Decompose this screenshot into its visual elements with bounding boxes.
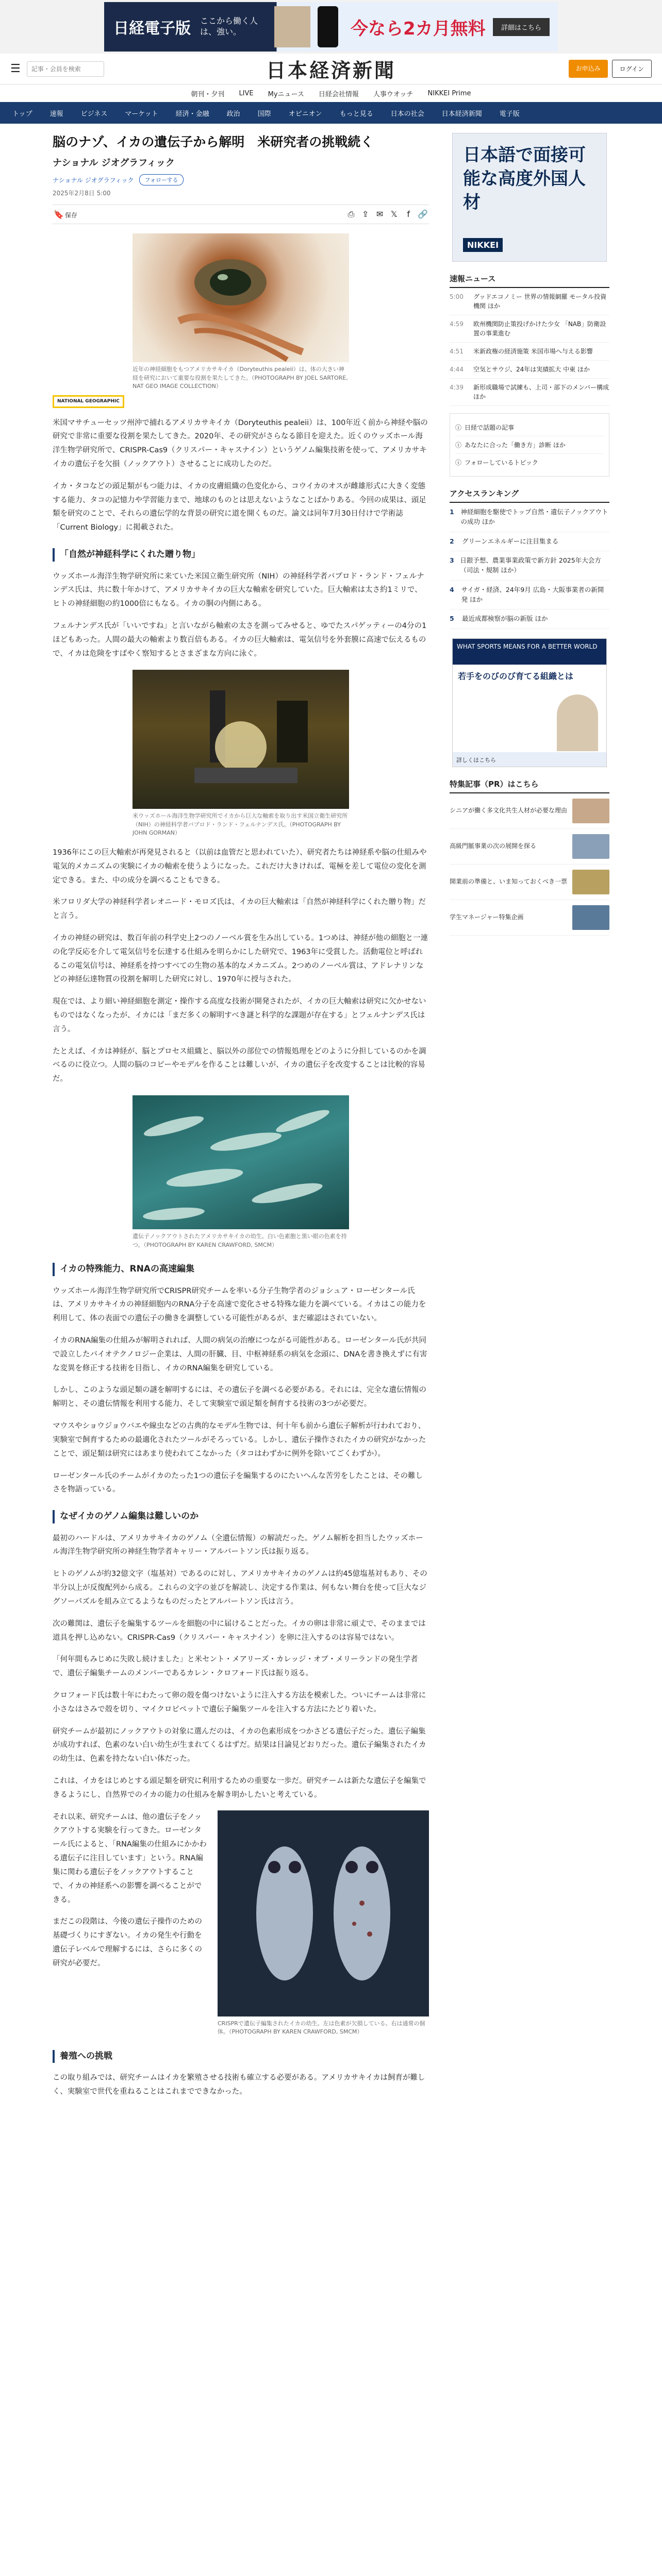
paragraph: これは、イカをはじめとする頭足類を研究に利用するための重要な一歩だ。研究チームは新たな遺伝子を編集できるようにし、自然界でのイカの能力の仕組みを解き明かしたいと考えている。 (53, 1777, 426, 1799)
sidebar-ad-recruiting[interactable] (452, 133, 607, 262)
paragraph: イカのRNA編集の仕組みが解明されれば、人間の病気の治療につながる可能性がある。ローゼンタール氏が共同で設立したバイオテクノロジー企業は、人間の肝臓、目、中枢神経系の病気を念頭に、DNAを書き換えずに有害な変異を修正する技術を目指し、イカのRNA編集を研究している。 (53, 1336, 427, 1372)
paragraph: 「何年間もみじめに失敗し続けました」と米セント・メアリーズ・カレッジ・オブ・メリーランドの発生学者で、遺伝子編集チームのメンバーであるカレン・クロフォード氏は振り返る。 (53, 1655, 418, 1678)
nav-item[interactable]: 国際 (257, 110, 271, 118)
info-icon: ⓘ (455, 459, 462, 466)
ad-promo: 今なら2カ月無料 (351, 18, 486, 39)
pr-title: 開業前の準備と、いま知っておくべき一票 (450, 878, 568, 886)
ad-banner[interactable] (104, 2, 558, 52)
top-advertisement[interactable] (0, 0, 662, 54)
pr-thumbnail (572, 870, 609, 894)
ranking-item[interactable] (450, 609, 609, 629)
rank-number: 3 (450, 556, 454, 565)
ad-top-text: WHAT SPORTS MEANS FOR A BETTER WORLD (453, 639, 606, 665)
article-series: ナショナル ジオグラフィック (53, 158, 175, 169)
ad-footer-link[interactable]: 詳しくはこちら (453, 752, 606, 767)
nav-item[interactable]: マーケット (125, 110, 158, 118)
pr-item[interactable] (450, 900, 609, 936)
squid-eye-image (133, 233, 349, 362)
news-item[interactable] (450, 361, 609, 379)
news-list (450, 288, 609, 406)
pr-item[interactable] (450, 829, 609, 865)
search-input[interactable] (27, 61, 104, 77)
ad-photo (274, 6, 310, 47)
figure-squid-school (53, 1095, 429, 1249)
rank-number: 1 (450, 508, 454, 516)
save-button[interactable] (53, 210, 77, 219)
rank-title: グリーンエネルギーに注目集まる (462, 537, 559, 545)
news-item[interactable] (450, 379, 609, 406)
figure-squid-closeup (53, 233, 429, 391)
share-icon[interactable]: ⇪ (361, 209, 369, 219)
paragraph: ウッズホール海洋生物学研究所に来ていた米国立衛生研究所（NIH）の神経科学者バプロド・ランド・フェルナンデス氏は、共に数十年かけて、アメリカサキイカの巨大な軸索を研究していた。巨大軸索は太さ約1ミリで、ヒトの神経細胞の約1000倍にもなる。イカの胴の内側にある。 (53, 572, 424, 608)
pr-title: 学生マネージャー特集企画 (450, 913, 524, 921)
subnav-item[interactable]: LIVE (239, 89, 254, 97)
news-title: 米新政権の経済施策 米国市場へ与える影響 (473, 348, 593, 355)
feature-link[interactable] (455, 454, 604, 471)
subnav-item[interactable]: Myニュース (268, 90, 304, 98)
news-title: 欧州機関防止策投げかけた少女 「NAB」防衛設置の事業進む (473, 320, 606, 337)
ad-headline: 日本語で面接可能な高度外国人材 (463, 145, 586, 213)
news-title: 空気とサウジ、24年は実績拡大 中東 ほか (473, 366, 590, 373)
ad-phone-image (318, 6, 338, 47)
paragraph: 現在では、より細い神経細胞を測定・操作する高度な技術が開発されたが、イカの巨大軸索は研究に欠かせないものではなくなったが、イカには「まだ多くの解明すべき謎と科学的な課題が存在する」とフェルナンデス氏は言う。 (53, 997, 426, 1033)
nav-item[interactable]: もっと見る (339, 110, 373, 118)
info-icon: ⓘ (455, 424, 462, 431)
squid-photo (133, 233, 349, 362)
paragraph: 米国マサチューセッツ州沖で捕れるアメリカサキイカ（Doryteuthis pealeii）は、100年近く前から神経や脳の研究で非常に重要な役割を果たしてきた。2020年、その研究がさらなる節目を迎えた。近くのウッズホール海洋生物学研究所で、CRISPR-Cas9（クリスパー・キャスナイン）というゲノム編集技術を使って、アメリカサキイカの遺伝子を欠損（ノックアウト）させることに成功したのだ。 (53, 418, 428, 468)
paragraph: 最初のハードルは、アメリカサキイカのゲノム（全遺伝情報）の解読だった。ゲノム解析を担当したウッズホール海洋生物学研究所の神経生物学者キャリー・アルバートソン氏は振り返る。 (53, 1534, 423, 1556)
feature-link-label: あなたに合った「働き方」診断 ほか (465, 442, 566, 449)
login-button[interactable]: ログイン (612, 60, 652, 78)
nikkei-logo: NIKKEI (463, 238, 503, 252)
gift-icon[interactable]: ✉ (376, 209, 384, 219)
nav-item[interactable]: トップ (12, 110, 32, 118)
pr-thumbnail (572, 905, 609, 930)
pr-thumbnail (572, 834, 609, 859)
ad-brand: 日経電子版 (113, 20, 191, 38)
news-title: グッドエコノミー 世界の情報網羅 モータル投資機関 ほか (473, 293, 607, 310)
figure-caption: 近年の神経細胞をもつアメリカサキイカ（Doryteuthis pealeii）は、体の大きい神経を研究において重要な役割を果たしてきた。（PHOTOGRAPH BY JOEL SARTORE, NAT GEO IMAGE COLLECTION） (133, 366, 348, 390)
news-item[interactable] (450, 343, 609, 361)
rank-number: 5 (450, 615, 454, 623)
save-label: 保存 (65, 211, 78, 219)
section-heading: 養殖への挑戦 (53, 2050, 429, 2063)
figure-lab (53, 670, 429, 838)
ranking-item[interactable] (450, 551, 609, 581)
lab-photo (133, 670, 349, 809)
section-heading: 「自然が神経科学にくれた贈り物」 (53, 548, 429, 562)
paragraph: 研究チームが最初にノックアウトの対象に選んだのは、イカの色素形成をつかさどる遺伝子だった。遺伝子編集が成功すれば、色素のない白い幼生が生まれてくるはずだ。結果は目論見どおりだった。遺伝子編集されたイカの幼生は、色素を持たない白い体だった。 (53, 1727, 426, 1764)
rank-title: 日銀予想、農業事業政策で新方針 2025年大会方（司法・規制 ほか） (460, 556, 601, 574)
news-title: 新形成職場で試練も、上司・部下のメンバー構成 ほか (473, 384, 609, 400)
topic-tag[interactable]: ナショナル ジオグラフィック (53, 176, 134, 184)
pr-heading: 特集記事（PR）はこちら (450, 778, 609, 793)
nav-item[interactable]: 電子版 (499, 110, 520, 118)
pr-title: シニアが働く多文化共生人材が必要な理由 (450, 807, 568, 815)
natgeo-logo: NATIONAL GEOGRAPHIC (53, 395, 124, 408)
site-header (0, 54, 662, 84)
pr-list (450, 793, 609, 936)
ad-headline: 若手をのびのび育てる組織とは (458, 671, 574, 681)
feature-link-label: フォローしているトピック (465, 459, 538, 466)
subnav-item[interactable]: 朝刊・夕刊 (191, 90, 225, 98)
ranking-item[interactable] (450, 532, 609, 552)
print-icon[interactable]: ⎙ (347, 209, 355, 219)
paragraph: 次の難関は、遺伝子を編集するツールを細胞の中に届けることだった。イカの卵は非常に頑丈で、そのままでは道具を押し込めない。CRISPR-Cas9（クリスパー・キャスナイン）を卵に注入するのは容易ではない。 (53, 1619, 426, 1642)
pr-title: 高級門脈事業の次の展開を探る (450, 842, 537, 850)
squid-larvae-image (218, 1810, 429, 2016)
ranking-list (450, 503, 609, 629)
larvae-photo (218, 1810, 429, 2016)
info-icon: ⓘ (455, 442, 462, 449)
hamburger-menu-icon[interactable]: ☰ (10, 62, 21, 75)
site-logo[interactable]: 日本経済新聞 (266, 59, 396, 82)
ad-copy: ここから働く人は、強い。 (200, 16, 258, 37)
news-time: 5:00 (450, 293, 464, 300)
nav-item[interactable]: ビジネス (80, 110, 108, 118)
bookmark-icon: 🔖 (54, 209, 64, 219)
paragraph: 1936年にこの巨大軸索が再発見されると（以前は血管だと思われていた）、研究者たちは神経系や脳の仕組みや電気的メカニズムの実験にイカの軸索を使うようになった。これだけ大きければ、電極を差して電位の変化を測定できる。また、中の成分を調べることもできる。 (53, 848, 427, 885)
nav-item[interactable]: 速報 (49, 110, 63, 118)
rank-number: 2 (450, 537, 454, 545)
subnav-item[interactable]: 人事ウオッチ (373, 90, 413, 98)
sidebar (450, 133, 609, 2099)
news-time: 4:59 (450, 320, 464, 328)
sub-navigation (0, 84, 662, 102)
ranking-item[interactable] (450, 581, 609, 610)
news-heading: 速報ニュース (450, 273, 609, 288)
facebook-icon[interactable]: f (407, 209, 410, 219)
paragraph: たとえば、イカは神経が、脳とプロセス組織と、脳以外の部位での情報処理をどのように分担しているのかを調べるのに役立つ。人間の脳のコピーやモデルを作ることは難しいが、イカの遺伝子を改変することは比較的容易だ。 (53, 1047, 426, 1083)
subscribe-button[interactable]: お申込み (569, 60, 608, 78)
pr-thumbnail (572, 799, 609, 823)
nav-item[interactable]: 日本の社会 (390, 110, 424, 118)
news-time: 4:51 (450, 348, 464, 355)
figure-caption: 米ウッズホール海洋生物学研究所でイカから巨大な軸索を取り出す米国立衛生研究所（NIH）の神経科学者バプロド・ランド・フェルナンデス氏。（PHOTOGRAPH BY JOHN GORMAN） (133, 812, 348, 837)
ad-cta-button[interactable]: 詳細はこちら (493, 18, 550, 36)
link-icon[interactable]: 🔗 (418, 209, 428, 219)
main-navigation (0, 102, 662, 124)
nav-item[interactable]: オピニオン (288, 110, 322, 118)
paragraph: 米フロリダ大学の神経科学者レオニード・モロズ氏は、イカの巨大軸索は「自然が神経科学にくれた贈り物」だと言う。 (53, 898, 426, 921)
rank-title: サイガ・経済、24年9月 広島・大阪事業者の新開発 ほか (461, 585, 604, 603)
pr-item[interactable] (450, 793, 609, 829)
pr-item[interactable] (450, 865, 609, 900)
paragraph: それ以来、研究チームは、他の遺伝子をノックアウトする実験を行ってきた。ローゼンタール氏によると、「RNA編集の仕組みにかかわる遺伝子に注目しています」という。RNA編集に関わる遺伝子をノックアウトすることで、イカの神経系への影響を調べることができる。 (53, 1812, 207, 1904)
feature-link[interactable] (455, 419, 604, 436)
sidebar-ad-sports[interactable] (452, 638, 607, 767)
paragraph: クロフォード氏は数十年にわたって卵の殻を傷つけないように注入する方法を模索した。ついにチームは非常に小さなはさみで殻を切り、マイクロピペットで遺伝子編集ツールを注入する方法にたどり着いた。 (53, 1691, 426, 1714)
x-icon[interactable]: 𝕏 (390, 209, 398, 219)
feature-link-label: 日経で話題の記事 (465, 424, 515, 431)
nav-item[interactable]: 経済・金融 (175, 110, 209, 118)
paragraph: イカ・タコなどの頭足類がもつ能力は、イカの皮膚組織の色変化から、コウイカのオスが雌雄形式に大きく変態する能力、タコの記憶力や学習能力まで、地球のものとは思えないようなことばかりある。今回の成果は、頭足類を研究のことで、それらの遺伝学的な背景の研究に道を開くものだ。論文は同年7月30日付けで学術誌「Current Biology」に掲載された。 (53, 482, 426, 532)
article-title: 脳のナゾ、イカの遺伝子から解明 米研究者の挑戦続く (53, 134, 374, 149)
rank-title: 神経細胞を駆使でトップ自然・遺伝子ノックアウトの成功 ほか (460, 508, 608, 526)
news-time: 4:39 (450, 384, 464, 391)
news-time: 4:44 (450, 366, 464, 373)
ad-person-image (557, 694, 598, 751)
paragraph: しかし、このような頭足類の謎を解明するには、その遺伝子を調べる必要がある。それには、完全な遺伝情報の解明と、その遺伝情報を利用する能力、そして実験室で頭足類を飼育する技術の3つが必要だ。 (53, 1386, 426, 1409)
subnav-item[interactable]: 日経会社情報 (318, 90, 359, 98)
news-item[interactable] (450, 288, 609, 315)
rank-number: 4 (450, 585, 454, 594)
article-toolbar (53, 205, 429, 224)
section-heading: イカの特殊能力、RNAの高速編集 (53, 1263, 429, 1276)
follow-button[interactable]: フォローする (139, 174, 184, 185)
section-heading: なぜイカのゲノム編集は難しいのか (53, 1510, 429, 1523)
paragraph: ローゼンタール氏のチームがイカのたった1つの遺伝子を編集するのにたいへんな苦労をしたことは、その難しさを物語っている。 (53, 1471, 423, 1494)
subnav-item[interactable]: NIKKEI Prime (427, 89, 471, 97)
nav-item[interactable]: 日本経済新聞 (441, 110, 482, 118)
paragraph: ヒトのゲノムが約32億文字（塩基対）であるのに対し、アメリカサキイカのゲノムは約45億塩基対もあり、その半分以上が反復配列から成る。これらの文字の並びを解読し、決定する作業は、何もない舞台を使って巨大なジグソーパズルを組み立てるようなものだったとアルバートソン氏は言う。 (53, 1570, 427, 1606)
feature-link[interactable] (455, 436, 604, 454)
swimming-squid-image (133, 1095, 349, 1229)
paragraph: フェルナンデス氏が「いいですね」と言いながら軸索の太さを測ってみせると、ゆでたスパゲッティーの4分の1ほどもあった。人間の最大の軸索より数百倍もある。イカの巨大軸索は、電気信号を外套膜に高速で伝えるもので、イカは危険をすばやく察知するとさまざまな方向に泳ぐ。 (53, 621, 427, 658)
rank-title: 最近成都検察が脳の新版 ほか (462, 615, 548, 623)
squid-school-photo (133, 1095, 349, 1229)
figure-caption: CRISPRで遺伝子編集されたイカの幼生。左は色素が欠損している。右は通常の個体。（PHOTOGRAPH BY KAREN CRAWFORD, SMCM） (218, 2020, 425, 2036)
figure-larvae (218, 1810, 429, 2037)
article (53, 133, 429, 2099)
paragraph: この取り組みでは、研究チームはイカを繁殖させる技術も確立する必要がある。アメリカサキイカは飼育が難しく、実験室で世代を重ねることはこれまでできなかった。 (53, 2074, 425, 2096)
paragraph: イカの神経の研究は、数百年前の科学史上2つのノーベル賞を生み出している。1つめは、神経が他の細胞と一連の化学反応を介して電気信号を伝達する仕組みを明らかにした研究で、1963年に受賞した。活動電位と呼ばれるこの電気信号は、神経系を持つすべての生物の基本的なメカニズム。2つめのノーベル賞は、アドレナリンなどの神経伝達物質の役割を解明した研究に対し、1970年に授与された。 (53, 934, 428, 984)
microscope-image (133, 670, 349, 809)
ranking-item[interactable] (450, 503, 609, 532)
figure-caption: 遺伝子ノックアウトされたアメリカサキイカの幼生。白い色素胞と黒い眼の色素を持つ。（PHOTOGRAPH BY KAREN CRAWFORD, SMCM） (133, 1233, 347, 1248)
news-item[interactable] (450, 315, 609, 343)
paragraph: マウスやショウジョウバエや線虫などの古典的なモデル生物では、何十年も前から遺伝子解析が行われており、実験室で飼育するための最適化されたツールがそろっている。しかし、遺伝子操作されたイカの研究がなかったことで、頭足類は研究にはあまり使われてこなかった（タコはわずかに例外を除いてごくわずか）。 (53, 1422, 426, 1458)
paragraph: ウッズホール海洋生物学研究所でCRISPR研究チームを率いる分子生物学者のジョシュア・ローゼンタール氏は、アメリカサキイカの神経細胞内のRNA分子を高速で変化させる特殊な能力を調べている。イカはこの能力を利用して、体の表面での遺伝子の働きを調整している可能性があるが、まだ確認はされていない。 (53, 1286, 426, 1323)
ranking-heading: アクセスランキング (450, 488, 609, 503)
paragraph: まだこの段階は、今後の遺伝子操作のための基礎づくりにすぎない。イカの発生や行動を遺伝子レベルで理解するには、さらに多くの研究が必要だ。 (53, 1918, 202, 1968)
feature-links-box (450, 413, 609, 477)
publish-date: 2025年2月8日 5:00 (53, 190, 111, 197)
nav-item[interactable]: 政治 (226, 110, 240, 118)
